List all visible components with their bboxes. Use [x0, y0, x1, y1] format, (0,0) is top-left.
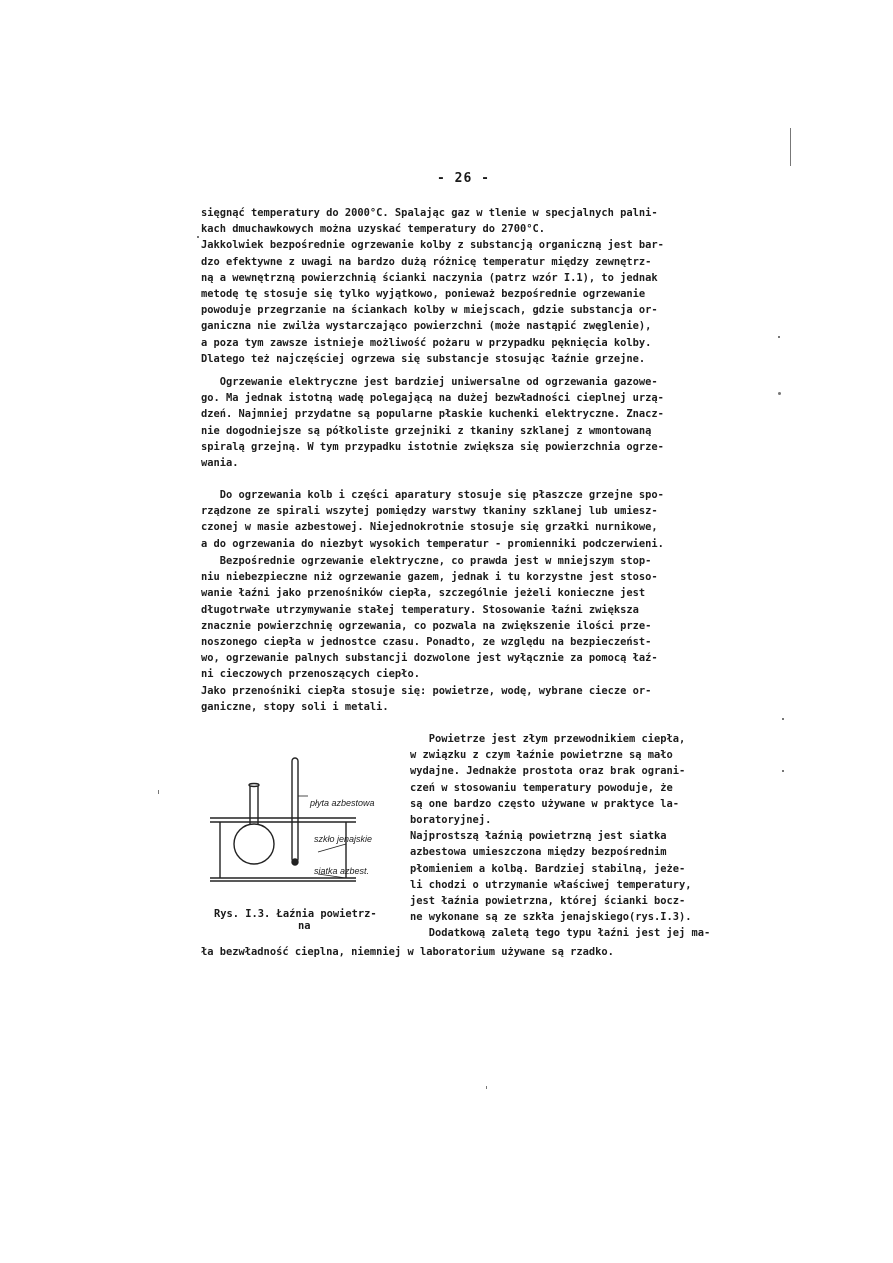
text-line: ne wykonane są ze szkła jenajskiego(rys.I.3).	[410, 911, 692, 924]
scan-mark	[782, 770, 784, 772]
text-line: czeń w stosowaniu temperatury powoduje, że	[410, 781, 673, 794]
flask-bulb	[234, 824, 274, 864]
text-line: spiralą grzejną. W tym przypadku istotnie zwiększa się powierzchnia ogrze-	[201, 440, 664, 453]
text-line: ni cieczowych przenoszących ciepło.	[201, 668, 420, 681]
text-line: ganiczne, stopy soli i metali.	[201, 700, 389, 713]
figure-caption-line1: Rys. I.3. Łaźnia powietrz-	[214, 908, 377, 920]
scan-mark	[486, 1086, 487, 1089]
text-line: powoduje przegrzanie na ściankach kolby w miejscach, gdzie substancja or-	[201, 304, 658, 317]
text-line: dzo efektywne z uwagi na bardzo dużą różnicę temperatur między zewnętrz-	[201, 255, 652, 268]
text-line: Do ogrzewania kolb i części aparatury stosuje się płaszcze grzejne spo-	[201, 489, 664, 501]
text-line: ganiczna nie zwilża wystarczająco powierzchni (może nastąpić zwęglenie),	[201, 320, 652, 333]
text-line: wo, ogrzewanie palnych substancji dozwolone jest wyłącznie za pomocą łaź-	[201, 652, 658, 665]
text-line: li chodzi o utrzymanie właściwej temperatury,	[410, 878, 692, 891]
text-line: dzeń. Najmniej przydatne są popularne płaskie kuchenki elektryczne. Znacz-	[201, 408, 664, 421]
flask-mouth	[249, 784, 259, 787]
last-line: ła bezwładność cieplna, niemniej w laboratorium używane są rzadko.	[201, 946, 614, 958]
text-line: Ogrzewanie elektryczne jest bardziej uniwersalne od ogrzewania gazowe-	[201, 376, 658, 388]
text-line: Jako przenośniki ciepła stosuje się: powietrze, wodę, wybrane ciecze or-	[201, 684, 652, 697]
text-line: kach dmuchawkowych można uzyskać temperatury do 2700°C.	[201, 223, 546, 236]
text-line: wydajne. Jednakże prostota oraz brak ograni-	[410, 765, 686, 778]
thermometer-bulb	[292, 859, 298, 865]
text-line: Najprostszą łaźnią powietrzną jest siatka	[410, 830, 667, 843]
scan-mark	[778, 392, 781, 395]
text-line: płomieniem a kolbą. Bardziej stabilną, jeże-	[410, 862, 686, 875]
text-line: jest łaźnia powietrzna, której ścianki bocz-	[410, 895, 686, 907]
text-line: długotrwałe utrzymywanie stałej temperatury. Stosowanie łaźni zwiększa	[201, 603, 639, 616]
text-line: Dlatego też najczęściej ogrzewa się substancje stosując łaźnie grzejne.	[201, 352, 646, 365]
scan-mark	[778, 336, 780, 338]
page-number: - 26 -	[437, 171, 490, 186]
text-line: wanie łaźni jako przenośników ciepła, szczególnie jeżeli konieczne jest	[201, 587, 646, 600]
scan-mark	[197, 236, 199, 238]
text-line: boratoryjnej.	[410, 814, 492, 826]
text-line: Jakkolwiek bezpośrednie ogrzewanie kolby z substancją organiczną jest bar-	[201, 239, 664, 252]
text-line: a poza tym zawsze istnieje możliwość pożaru w przypadku pęknięcia kolby.	[201, 336, 652, 349]
text-line: niu niebezpieczne niż ogrzewanie gazem, jednak i tu korzystne jest stoso-	[201, 571, 658, 584]
leader-glass	[318, 844, 346, 852]
text-line: sięgnąć temperatury do 2000°C. Spalając gaz w tlenie w specjalnych palni-	[201, 207, 658, 219]
text-line: Dodatkową zaletą tego typu łaźni jest jej ma-	[410, 927, 711, 940]
label-asbestos-gauze: siatka azbest.	[314, 866, 370, 876]
text-line: ną a wewnętrzną powierzchnią ścianki naczynia (patrz wzór I.1), to jednak	[201, 271, 658, 284]
figure-caption-line2: na	[298, 920, 311, 932]
text-line: Powietrze jest złym przewodnikiem ciepła,	[410, 733, 686, 745]
text-line: są one bardzo często używane w praktyce la-	[410, 797, 679, 810]
text-line: azbestowa umieszczona między bezpośrednim	[410, 846, 667, 859]
text-line: Bezpośrednie ogrzewanie elektryczne, co prawda jest w mniejszym stop-	[201, 555, 652, 567]
text-line: rządzone ze spirali wszytej pomiędzy warstwy tkaniny szklanej lub umiesz-	[201, 505, 658, 518]
label-asbestos-plate: płyta azbestowa	[310, 798, 375, 808]
text-line: wania.	[201, 457, 239, 469]
scan-mark	[790, 128, 791, 166]
figure-air-bath	[206, 752, 392, 892]
scan-mark	[158, 790, 159, 794]
text-line: metodę tę stosuje się tylko wyjątkowo, ponieważ bezpośrednie ogrzewanie	[201, 288, 646, 300]
text-line: noszonego ciepła w jednostce czasu. Ponadto, ze względu na bezpieczeńst-	[201, 636, 652, 648]
text-line: a do ogrzewania do niezbyt wysokich temperatur - promienniki podczerwieni.	[201, 537, 664, 550]
scan-mark	[782, 718, 784, 720]
text-line: go. Ma jednak istotną wadę polegającą na dużej bezwładności cieplnej urzą-	[201, 392, 664, 405]
label-jena-glass: szkło jenajskie	[314, 834, 373, 844]
thermometer	[292, 758, 298, 862]
text-line: czonej w masie azbestowej. Niejednokrotnie stosuje się grzałki nurnikowe,	[201, 521, 658, 534]
text-line: nie dogodniejsze są półkoliste grzejniki z tkaniny szklanej z wmontowaną	[201, 424, 652, 437]
text-line: znacznie powierzchnię ogrzewania, co pozwala na zwiększenie ilości prze-	[201, 619, 652, 632]
text-line: w związku z czym łaźnie powietrzne są mało	[410, 749, 673, 762]
